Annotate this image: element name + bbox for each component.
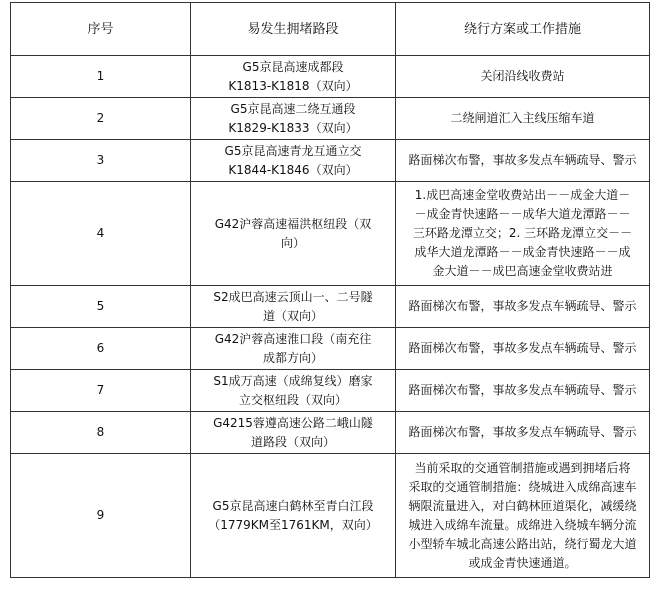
row-plan <box>396 370 650 412</box>
plan-line: 路面梯次布警，事故多发点车辆疏导、警示 <box>408 383 637 397</box>
section-line: G42沪蓉高速淮口段（南充往 <box>214 331 372 346</box>
plan-line: 1.成巴高速金堂收费站出－－成金大道－ <box>414 188 631 202</box>
table-row <box>11 56 650 98</box>
row-plan <box>396 454 650 578</box>
plan-line: 或成金青快速通道。 <box>468 555 577 570</box>
table-row <box>11 412 650 454</box>
section-line: G5京昆高速成都段 <box>242 59 344 74</box>
row-section <box>191 454 396 578</box>
table-row <box>11 454 650 578</box>
row-plan <box>396 98 650 140</box>
table-row <box>11 98 650 140</box>
section-line: 立交枢纽段（双向） <box>238 392 347 407</box>
section-line: G5京昆高速白鹤林至青白江段 <box>212 498 374 513</box>
section-line: 道（双向） <box>262 308 323 323</box>
congestion-table <box>10 2 650 578</box>
header-row <box>11 3 650 56</box>
row-plan <box>396 412 650 454</box>
row-section <box>191 56 396 98</box>
section-line: G4215蓉遵高速公路二峨山隧 <box>213 415 373 430</box>
row-no: 9 <box>11 454 191 578</box>
row-no: 4 <box>11 182 191 286</box>
row-no: 1 <box>11 56 191 98</box>
row-no: 2 <box>11 98 191 140</box>
row-section <box>191 370 396 412</box>
plan-line: 三环路龙潭立交；2. 三环路龙潭立交－－ <box>412 226 633 240</box>
row-no: 8 <box>11 412 191 454</box>
plan-line: 关闭沿线收费站 <box>480 69 565 83</box>
plan-line: 采取的交通管制措施：绕城进入成绵高速车 <box>408 479 637 494</box>
row-section <box>191 182 396 286</box>
row-section <box>191 140 396 182</box>
row-no: 7 <box>11 370 191 412</box>
row-plan <box>396 182 650 286</box>
plan-line: 金大道－－成巴高速金堂收费站进 <box>432 264 613 278</box>
row-plan <box>396 140 650 182</box>
section-line: G42沪蓉高速福洪枢纽段（双 <box>214 216 372 231</box>
plan-line: 路面梯次布警，事故多发点车辆疏导、警示 <box>408 299 637 313</box>
row-section <box>191 412 396 454</box>
plan-line: 路面梯次布警，事故多发点车辆疏导、警示 <box>408 341 637 355</box>
section-line: 道路段（双向） <box>250 434 335 449</box>
section-line: K1813-K1818（双向） <box>228 78 358 93</box>
row-section <box>191 328 396 370</box>
row-plan <box>396 56 650 98</box>
header-no: 序号 <box>11 3 191 56</box>
plan-line: 小型轿车城北高速公路出站，绕行蜀龙大道 <box>408 536 637 551</box>
table-row <box>11 370 650 412</box>
section-line: K1829-K1833（双向） <box>228 120 358 135</box>
section-line: 成都方向） <box>262 350 323 365</box>
table-row <box>11 140 650 182</box>
row-no: 3 <box>11 140 191 182</box>
section-line: S1成万高速（成绵复线）磨家 <box>213 373 373 388</box>
header-plan: 绕行方案或工作措施 <box>396 3 650 56</box>
section-line: G5京昆高速青龙互通立交 <box>224 143 362 158</box>
plan-line: 城进入成绵车流量。成绵进入绕城车辆分流 <box>408 517 637 532</box>
table-row <box>11 182 650 286</box>
plan-line: 成华大道龙潭路－－成金青快速路－－成 <box>414 245 631 259</box>
plan-line: 路面梯次布警，事故多发点车辆疏导、警示 <box>408 153 637 167</box>
section-line: K1844-K1846（双向） <box>228 162 358 177</box>
row-plan <box>396 286 650 328</box>
row-no: 5 <box>11 286 191 328</box>
plan-line: 当前采取的交通管制措施或遇到拥堵后将 <box>414 460 631 475</box>
row-plan <box>396 328 650 370</box>
row-section <box>191 286 396 328</box>
plan-line: 辆限流量进入，对白鹤林匝道渠化，减缓绕 <box>408 498 637 513</box>
row-no: 6 <box>11 328 191 370</box>
table-row <box>11 286 650 328</box>
row-section <box>191 98 396 140</box>
section-line: （1779KM至1761KM，双向） <box>208 517 378 532</box>
plan-line: 二绕闸道汇入主线压缩车道 <box>450 111 595 125</box>
section-line: G5京昆高速二绕互通段 <box>230 101 356 116</box>
plan-line: 路面梯次布警，事故多发点车辆疏导、警示 <box>408 425 637 439</box>
table-row <box>11 328 650 370</box>
section-line: S2成巴高速云顶山一、二号隧 <box>213 289 373 304</box>
plan-line: －成金青快速路－－成华大道龙潭路－－ <box>414 207 631 221</box>
header-section: 易发生拥堵路段 <box>191 3 396 56</box>
section-line: 向） <box>280 235 305 250</box>
